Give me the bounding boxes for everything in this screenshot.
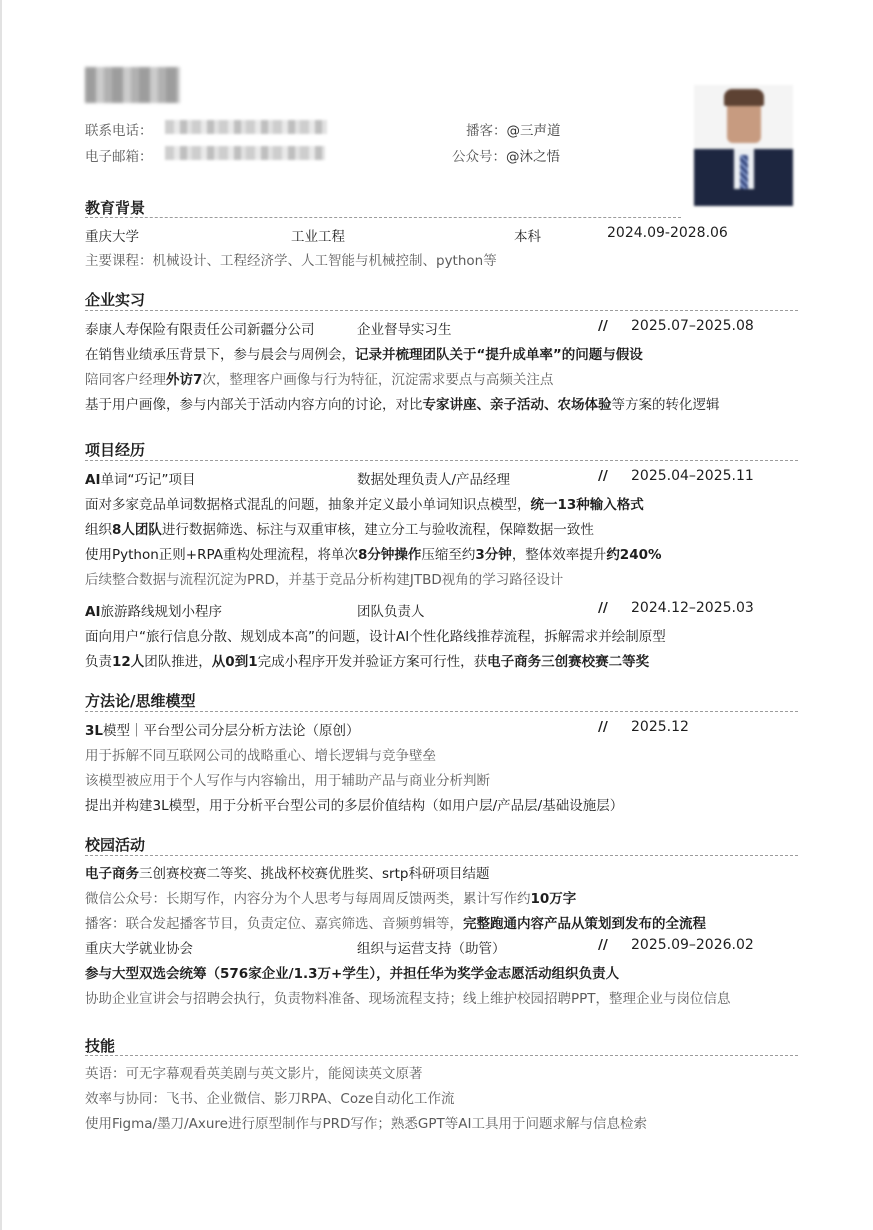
section-rule <box>85 711 798 712</box>
profile-photo <box>694 85 793 206</box>
methodology-name: 3L模型｜平台型公司分层分析方法论（原创） <box>85 723 360 739</box>
section-rule <box>85 1055 798 1056</box>
education-major: 工业工程 <box>291 229 345 245</box>
internship-line-3: 基于用户画像，参与内部关于活动内容方向的讨论，对比专家讲座、亲子活动、农场体验等方案的转化逻辑 <box>85 397 720 413</box>
project-2-line-1: 面向用户“旅行信息分散、规划成本高”的问题，设计AI个性化路线推荐流程，拆解需求并绘制原型 <box>85 629 666 645</box>
campus-wechat: 微信公众号：长期写作，内容分为个人思考与每周周反馈两类，累计写作约10万字 <box>85 891 577 907</box>
methodology-date: 2025.12 <box>631 719 689 735</box>
campus-org: 重庆大学就业协会 <box>85 941 193 957</box>
wechat-label: 公众号：@沐之悟 <box>452 149 560 165</box>
project-1-role: 数据处理负责人/产品经理 <box>357 472 511 488</box>
methodology-line-3: 提出并构建3L模型，用于分析平台型公司的多层价值结构（如用户层/产品层/基础设施层） <box>85 798 624 814</box>
email-redacted <box>165 146 325 160</box>
project-1-date: 2025.04–2025.11 <box>631 468 754 484</box>
section-rule <box>85 310 798 311</box>
education-courses: 主要课程：机械设计、工程经济学、人工智能与机械控制、python等 <box>85 253 497 269</box>
section-title-internship: 企业实习 <box>85 291 146 309</box>
skills-tools: 使用Figma/墨刀/Axure进行原型制作与PRD写作；熟悉GPT等AI工具用于问题求解与信息检索 <box>85 1116 647 1132</box>
internship-line-2: 陪同客户经理外访7次，整理客户画像与行为特征，沉淀需求要点与高频关注点 <box>85 372 554 388</box>
education-date: 2024.09-2028.06 <box>607 225 728 241</box>
date-separator: // <box>598 937 608 953</box>
email-label: 电子邮箱： <box>85 149 153 165</box>
campus-line-5: 协助企业宣讲会与招聘会执行，负责物料准备、现场流程支持；线上维护校园招聘PPT，整理企业与岗位信息 <box>85 991 731 1007</box>
section-rule <box>85 855 798 856</box>
campus-line-4: 参与大型双选会统筹（576家企业/1.3万+学生），并担任华为奖学金志愿活动组织负责人 <box>85 966 620 982</box>
date-separator: // <box>598 719 608 735</box>
skills-english: 英语：可无字幕观看英美剧与英文影片，能阅读英文原著 <box>85 1066 423 1082</box>
podcast-value: @三声道 <box>506 123 561 139</box>
project-1-name: AI单词“巧记”项目 <box>85 472 196 488</box>
internship-date: 2025.07–2025.08 <box>631 318 754 334</box>
internship-company: 泰康人寿保险有限责任公司新疆分公司 <box>85 322 315 338</box>
campus-role: 组织与运营支持（助管） <box>357 941 506 957</box>
methodology-line-2: 该模型被应用于个人写作与内容输出，用于辅助产品与商业分析判断 <box>85 773 490 789</box>
section-title-education: 教育背景 <box>85 199 146 217</box>
phone-label: 联系电话： <box>85 123 153 139</box>
podcast-label: 播客：@三声道 <box>466 123 561 139</box>
project-2-name: AI旅游路线规划小程序 <box>85 604 222 620</box>
wechat-value: @沐之悟 <box>506 149 560 165</box>
date-separator: // <box>598 600 608 616</box>
project-2-line-2: 负责12人团队推进，从0到1完成小程序开发并验证方案可行性，获电子商务三创赛校赛二等奖 <box>85 654 650 670</box>
phone-redacted <box>165 120 327 134</box>
project-2-date: 2024.12–2025.03 <box>631 600 754 616</box>
campus-podcast: 播客：联合发起播客节目，负责定位、嘉宾筛选、音频剪辑等，完整跑通内容产品从策划到发布的全流程 <box>85 916 706 932</box>
project-1-line-3: 使用Python正则+RPA重构处理流程，将单次8分钟操作压缩至约3分钟，整体效率提升约240% <box>85 547 662 563</box>
section-rule <box>85 217 681 218</box>
education-degree: 本科 <box>514 229 541 245</box>
section-title-skills: 技能 <box>85 1037 116 1055</box>
skills-efficiency: 效率与协同：飞书、企业微信、影刀RPA、Coze自动化工作流 <box>85 1091 455 1107</box>
project-2-role: 团队负责人 <box>357 604 425 620</box>
section-title-methodology: 方法论/思维模型 <box>85 692 196 710</box>
campus-awards: 电子商务三创赛校赛二等奖、挑战杯校赛优胜奖、srtp科研项目结题 <box>85 866 490 882</box>
name-redacted <box>85 67 180 103</box>
internship-role: 企业督导实习生 <box>357 322 452 338</box>
campus-date: 2025.09–2026.02 <box>631 937 754 953</box>
project-1-line-4: 后续整合数据与流程沉淀为PRD，并基于竞品分析构建JTBD视角的学习路径设计 <box>85 572 564 588</box>
education-school: 重庆大学 <box>85 229 139 245</box>
internship-line-1: 在销售业绩承压背景下，参与晨会与周例会，记录并梳理团队关于“提升成单率”的问题与假设 <box>85 347 643 363</box>
section-title-projects: 项目经历 <box>85 441 146 459</box>
project-1-line-1: 面对多家竞品单词数据格式混乱的问题，抽象并定义最小单词知识点模型，统一13种输入格式 <box>85 497 644 513</box>
project-1-line-2: 组织8人团队进行数据筛选、标注与双重审核，建立分工与验收流程，保障数据一致性 <box>85 522 594 538</box>
date-separator: // <box>598 468 608 484</box>
page-edge <box>0 0 2 1230</box>
section-title-campus: 校园活动 <box>85 836 146 854</box>
methodology-line-1: 用于拆解不同互联网公司的战略重心、增长逻辑与竞争壁垒 <box>85 748 436 764</box>
section-rule <box>85 460 798 461</box>
date-separator: // <box>598 318 608 334</box>
